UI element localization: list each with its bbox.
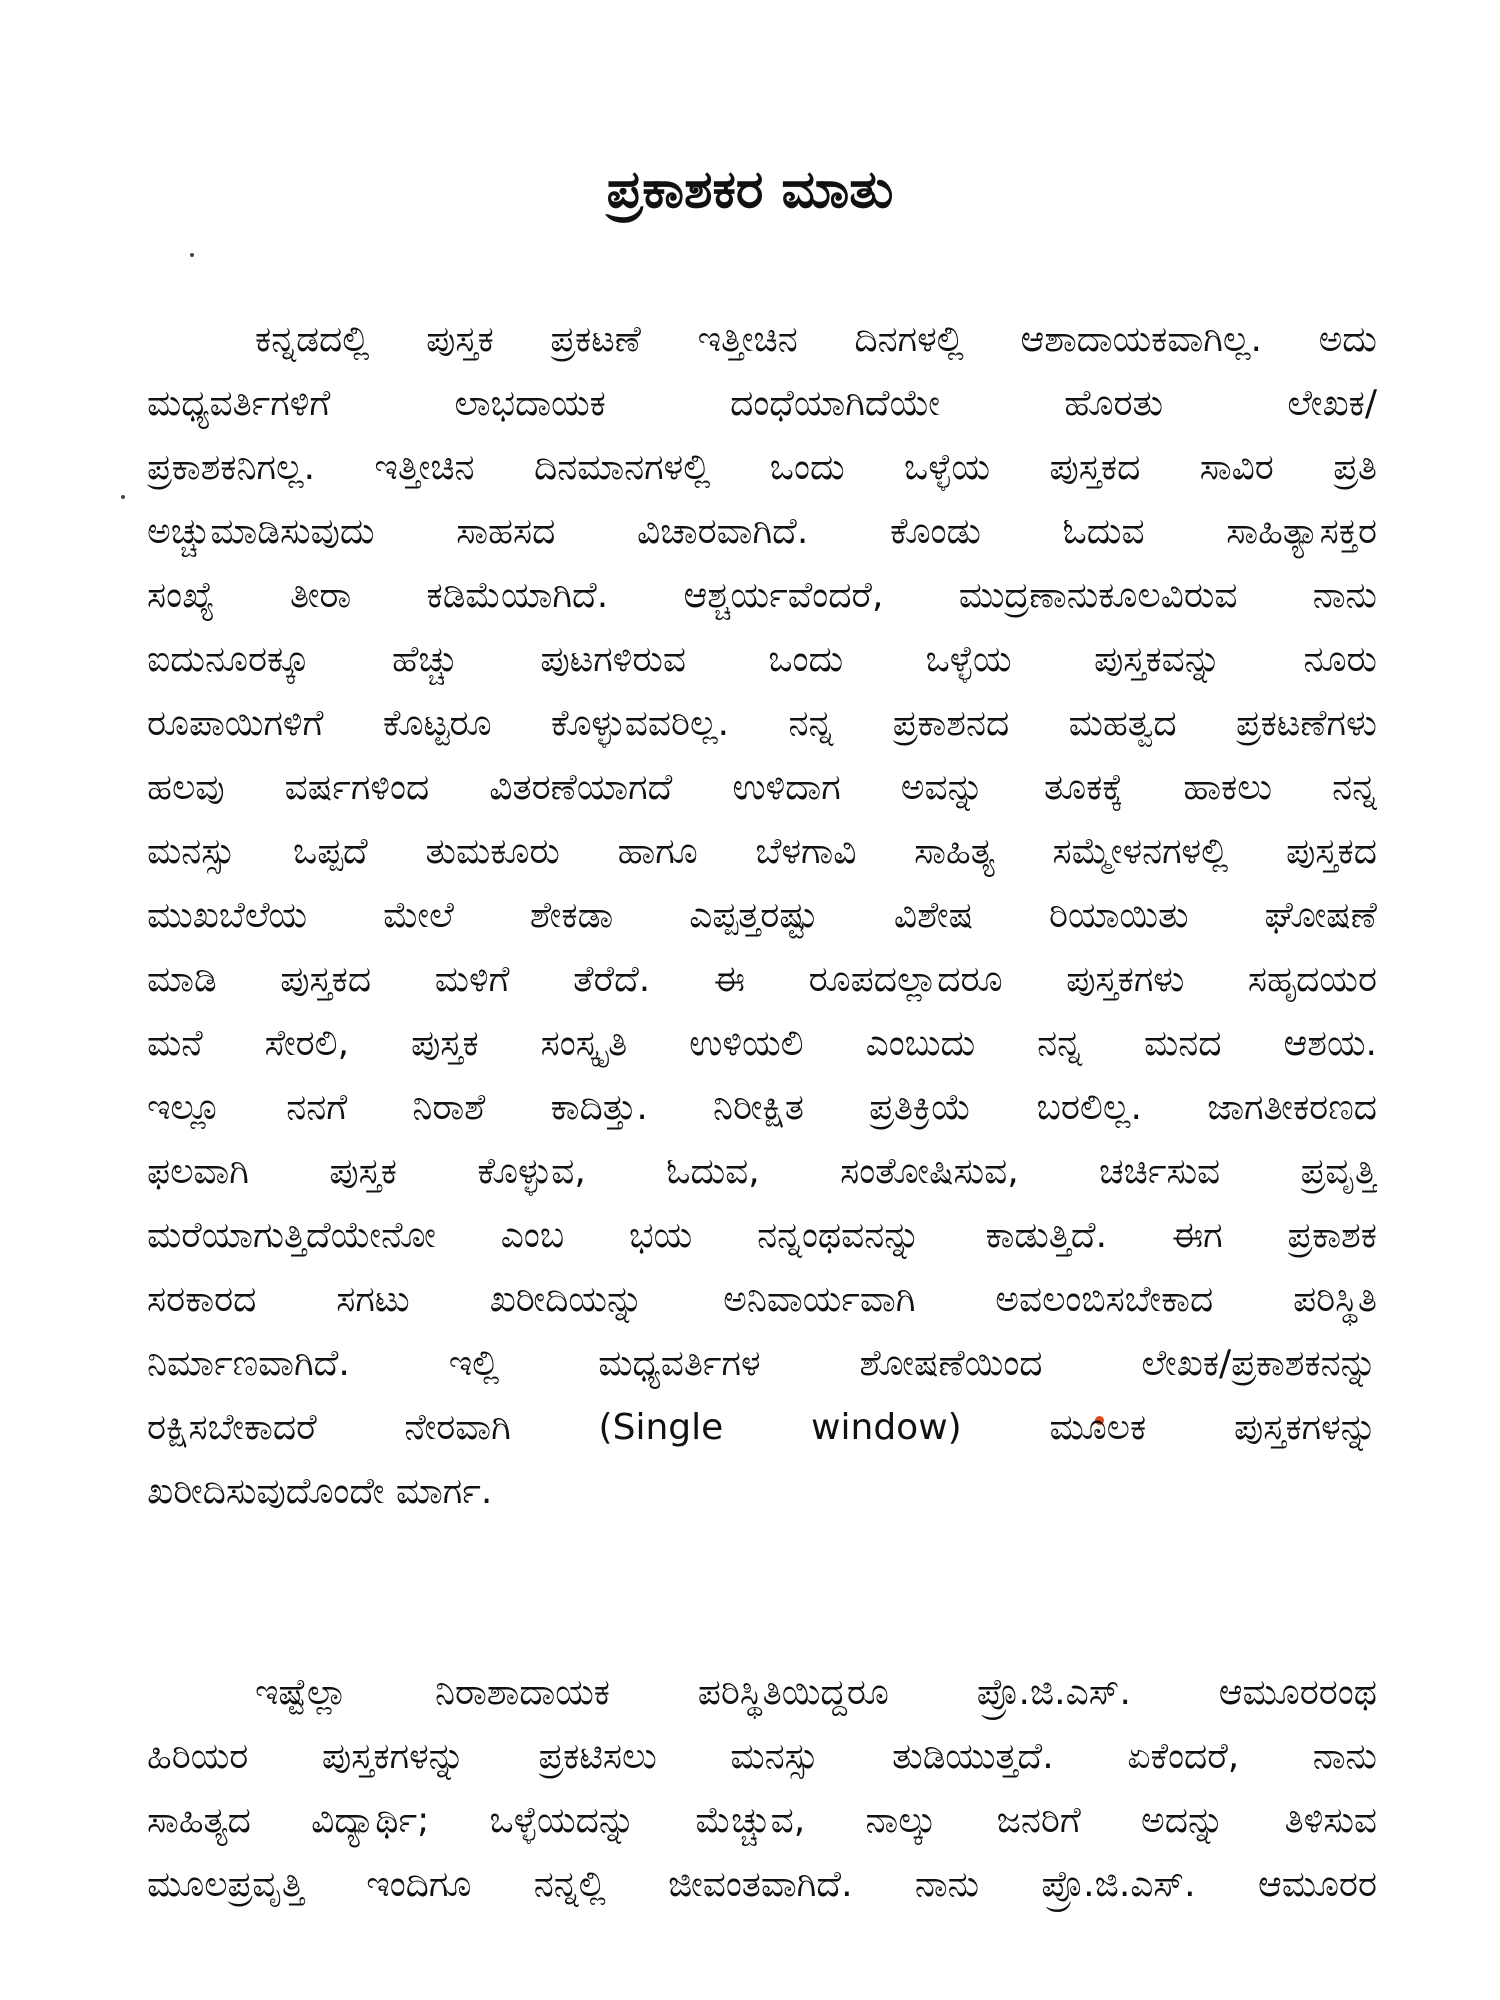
text-line: ಕನ್ನಡದಲ್ಲಿ ಪುಸ್ತಕ ಪ್ರಕಟಣೆ ಇತ್ತೀಚಿನ ದಿನಗಳಲ್ಲಿ ಆಶಾದಾಯಕವಾಗಿಲ್ಲ. ಅದು bbox=[255, 319, 1377, 360]
text-line: ಮೂಲಪ್ರವೃತ್ತಿ ಇಂದಿಗೂ ನನ್ನಲ್ಲಿ ಜೀವಂತವಾಗಿದೆ. ನಾನು ಪ್ರೊ.ಜಿ.ಎಸ್. ಆಮೂರರ bbox=[147, 1864, 1377, 1905]
text-line: ಹಿರಿಯರ ಪುಸ್ತಕಗಳನ್ನು ಪ್ರಕಟಿಸಲು ಮನಸ್ಸು ತುಡಿಯುತ್ತದೆ. ಏಕೆಂದರೆ, ನಾನು bbox=[147, 1736, 1377, 1777]
scan-speck bbox=[190, 253, 194, 257]
text-line: ಸಂಖ್ಯೆ ತೀರಾ ಕಡಿಮೆಯಾಗಿದೆ. ಆಶ್ಚರ್ಯವೆಂದರೆ, ಮುದ್ರಣಾನುಕೂಲವಿರುವ ನಾನು bbox=[147, 575, 1377, 616]
text-line: ಹಲವು ವರ್ಷಗಳಿಂದ ವಿತರಣೆಯಾಗದೆ ಉಳಿದಾಗ ಅವನ್ನು ತೂಕಕ್ಕೆ ಹಾಕಲು ನನ್ನ bbox=[147, 767, 1377, 808]
text-line: ಪ್ರಕಾಶಕನಿಗಲ್ಲ. ಇತ್ತೀಚಿನ ದಿನಮಾನಗಳಲ್ಲಿ ಒಂದು ಒಳ್ಳೆಯ ಪುಸ್ತಕದ ಸಾವಿರ ಪ್ರತಿ bbox=[147, 447, 1377, 488]
text-line: ರಕ್ಷಿಸಬೇಕಾದರೆ ನೇರವಾಗಿ (Single window) ಮೂಲಕ ಪುಸ್ತಕಗಳನ್ನು bbox=[147, 1407, 1377, 1448]
text-line: ನಿರ್ಮಾಣವಾಗಿದೆ. ಇಲ್ಲಿ ಮಧ್ಯವರ್ತಿಗಳ ಶೋಷಣೆಯಿಂದ ಲೇಖಕ/ಪ್ರಕಾಶಕನನ್ನು bbox=[147, 1343, 1377, 1384]
text-line: ರೂಪಾಯಿಗಳಿಗೆ ಕೊಟ್ಟರೂ ಕೊಳ್ಳುವವರಿಲ್ಲ. ನನ್ನ ಪ್ರಕಾಶನದ ಮಹತ್ವದ ಪ್ರಕಟಣೆಗಳು bbox=[147, 703, 1377, 744]
text-line: ಮುಖಬೆಲೆಯ ಮೇಲೆ ಶೇಕಡಾ ಎಪ್ಪತ್ತರಷ್ಟು ವಿಶೇಷ ರಿಯಾಯಿತು ಘೋಷಣೆ bbox=[147, 895, 1377, 936]
text-line: ಮಧ್ಯವರ್ತಿಗಳಿಗೆ ಲಾಭದಾಯಕ ದಂಧೆಯಾಗಿದೆಯೇ ಹೊರತು ಲೇಖಕ/ bbox=[147, 383, 1377, 424]
text-line: ಅಚ್ಚುಮಾಡಿಸುವುದು ಸಾಹಸದ ವಿಚಾರವಾಗಿದೆ. ಕೊಂಡು ಓದುವ ಸಾಹಿತ್ಯಾಸಕ್ತರ bbox=[147, 511, 1377, 552]
text-line: ಐದುನೂರಕ್ಕೂ ಹೆಚ್ಚು ಪುಟಗಳಿರುವ ಒಂದು ಒಳ್ಳೆಯ ಪುಸ್ತಕವನ್ನು ನೂರು bbox=[147, 639, 1377, 680]
text-line: ಮನಸ್ಸು ಒಪ್ಪದೆ ತುಮಕೂರು ಹಾಗೂ ಬೆಳಗಾವಿ ಸಾಹಿತ್ಯ ಸಮ್ಮೇಳನಗಳಲ್ಲಿ ಪುಸ್ತಕದ bbox=[147, 831, 1377, 872]
text-line: ಖರೀದಿಸುವುದೊಂದೇ ಮಾರ್ಗ. bbox=[147, 1471, 493, 1512]
text-line: ಮನೆ ಸೇರಲಿ, ಪುಸ್ತಕ ಸಂಸ್ಕೃತಿ ಉಳಿಯಲಿ ಎಂಬುದು ನನ್ನ ಮನದ ಆಶಯ. bbox=[147, 1023, 1377, 1064]
text-line: ಮಾಡಿ ಪುಸ್ತಕದ ಮಳಿಗೆ ತೆರೆದೆ. ಈ ರೂಪದಲ್ಲಾದರೂ ಪುಸ್ತಕಗಳು ಸಹೃದಯರ bbox=[147, 959, 1377, 1000]
text-line: ಮರೆಯಾಗುತ್ತಿದೆಯೇನೋ ಎಂಬ ಭಯ ನನ್ನಂಥವನನ್ನು ಕಾಡುತ್ತಿದೆ. ಈಗ ಪ್ರಕಾಶಕ bbox=[147, 1215, 1377, 1256]
text-line: ಸರಕಾರದ ಸಗಟು ಖರೀದಿಯನ್ನು ಅನಿವಾರ್ಯವಾಗಿ ಅವಲಂಬಿಸಬೇಕಾದ ಪರಿಸ್ಥಿತಿ bbox=[147, 1279, 1377, 1320]
scan-speck bbox=[121, 495, 125, 499]
text-line: ಸಾಹಿತ್ಯದ ವಿದ್ಯಾರ್ಥಿ; ಒಳ್ಳೆಯದನ್ನು ಮೆಚ್ಚುವ, ನಾಲ್ಕು ಜನರಿಗೆ ಅದನ್ನು ತಿಳಿಸುವ bbox=[147, 1800, 1377, 1841]
paragraph-2 bbox=[147, 1661, 1377, 1917]
text-line: ಫಲವಾಗಿ ಪುಸ್ತಕ ಕೊಳ್ಳುವ, ಓದುವ, ಸಂತೋಷಿಸುವ, ಚರ್ಚಿಸುವ ಪ್ರವೃತ್ತಿ bbox=[147, 1151, 1377, 1192]
text-line: ಇಷ್ಟೆಲ್ಲಾ ನಿರಾಶಾದಾಯಕ ಪರಿಸ್ಥಿತಿಯಿದ್ದರೂ ಪ್ರೊ.ಜಿ.ಎಸ್. ಆಮೂರರಂಥ bbox=[255, 1672, 1377, 1713]
paragraph-1 bbox=[147, 308, 1377, 1524]
page-title: ಪ್ರಕಾಶಕರ ಮಾತು bbox=[606, 160, 894, 220]
text-line: ಇಲ್ಲೂ ನನಗೆ ನಿರಾಶೆ ಕಾದಿತ್ತು. ನಿರೀಕ್ಷಿತ ಪ್ರತಿಕ್ರಿಯೆ ಬರಲಿಲ್ಲ. ಜಾಗತೀಕರಣದ bbox=[147, 1087, 1377, 1128]
